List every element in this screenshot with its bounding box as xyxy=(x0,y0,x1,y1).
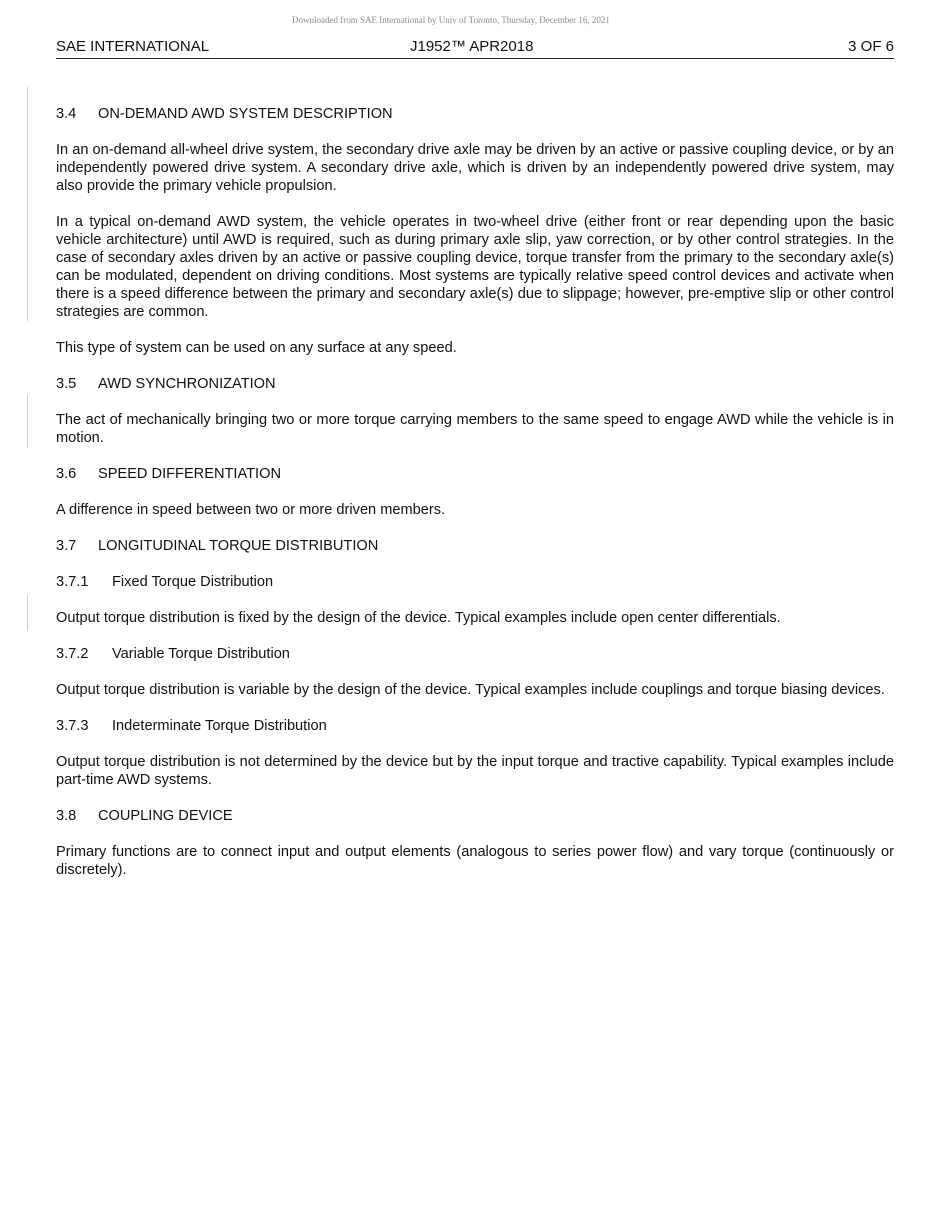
section-heading xyxy=(56,537,894,555)
header-document-id: J1952™ APR2018 xyxy=(410,38,534,55)
page-header xyxy=(56,38,894,59)
section-heading xyxy=(56,807,894,825)
paragraph: Output torque distribution is fixed by the design of the device. Typical examples include open center differentials. xyxy=(56,610,781,626)
paragraph: Output torque distribution is not determined by the device but by the input torque and tractive capability. Typical examples include part-time AWD systems. xyxy=(56,754,894,788)
section-heading xyxy=(56,105,894,123)
section-title: ON-DEMAND AWD SYSTEM DESCRIPTION xyxy=(98,106,393,122)
paragraph: Primary functions are to connect input and output elements (analogous to series power flow) and vary torque (continuously or discretely). xyxy=(56,844,894,878)
paragraph: The act of mechanically bringing two or more torque carrying members to the same speed to engage AWD while the vehicle is in motion. xyxy=(56,412,894,446)
subsection-title: Fixed Torque Distribution xyxy=(112,574,274,590)
section-number: 3.5 xyxy=(56,376,77,392)
subsection-number: 3.7.2 xyxy=(56,646,89,662)
download-watermark: Downloaded from SAE International by Univ of Toronto, Thursday, December 16, 2021 xyxy=(292,15,610,25)
revision-change-bar xyxy=(27,595,28,631)
revision-change-bar xyxy=(27,87,28,321)
section-title: COUPLING DEVICE xyxy=(98,808,233,824)
subsection-heading xyxy=(56,573,894,591)
subsection-title: Indeterminate Torque Distribution xyxy=(112,718,327,734)
section-heading xyxy=(56,465,894,483)
subsection-number: 3.7.3 xyxy=(56,718,89,734)
paragraph: A difference in speed between two or more driven members. xyxy=(56,502,446,518)
revision-change-bar xyxy=(27,394,28,448)
section-heading xyxy=(56,375,894,393)
section-number: 3.6 xyxy=(56,466,77,482)
subsection-heading xyxy=(56,717,894,735)
section-title: LONGITUDINAL TORQUE DISTRIBUTION xyxy=(98,538,379,554)
document-body xyxy=(56,105,894,879)
section-title: AWD SYNCHRONIZATION xyxy=(98,376,276,392)
paragraph: This type of system can be used on any surface at any speed. xyxy=(56,340,457,356)
subsection-heading xyxy=(56,645,894,663)
paragraph: In a typical on-demand AWD system, the vehicle operates in two-wheel drive (either front or rear depending upon the basic vehicle architecture) until AWD is required, such as during primary axle slip, yaw correction, or by other control strategies. In the case of secondary axles driven by an active or passive coupling device, torque transfer from the primary to the secondary axle(s) can be modulated, dependent on driving conditions. Most systems are typically relative speed control devices and activate when there is a speed difference between the primary and secondary axle(s) due to slippage; however, pre-emptive slip or other control strategies are common. xyxy=(56,214,894,320)
section-number: 3.4 xyxy=(56,106,77,122)
paragraph: Output torque distribution is variable by the design of the device. Typical examples include couplings and torque biasing devices. xyxy=(56,682,885,698)
section-number: 3.8 xyxy=(56,808,77,824)
section-title: SPEED DIFFERENTIATION xyxy=(98,466,281,482)
header-organization: SAE INTERNATIONAL xyxy=(56,38,210,55)
paragraph: In an on-demand all-wheel drive system, the secondary drive axle may be driven by an active or passive coupling device, or by an independently powered drive system. A secondary drive axle, which is driven by an independently powered drive system, may also provide the primary vehicle propulsion. xyxy=(56,142,894,194)
subsection-number: 3.7.1 xyxy=(56,574,89,590)
header-page-number: 3 OF 6 xyxy=(848,38,894,55)
section-number: 3.7 xyxy=(56,538,77,554)
subsection-title: Variable Torque Distribution xyxy=(112,646,290,662)
